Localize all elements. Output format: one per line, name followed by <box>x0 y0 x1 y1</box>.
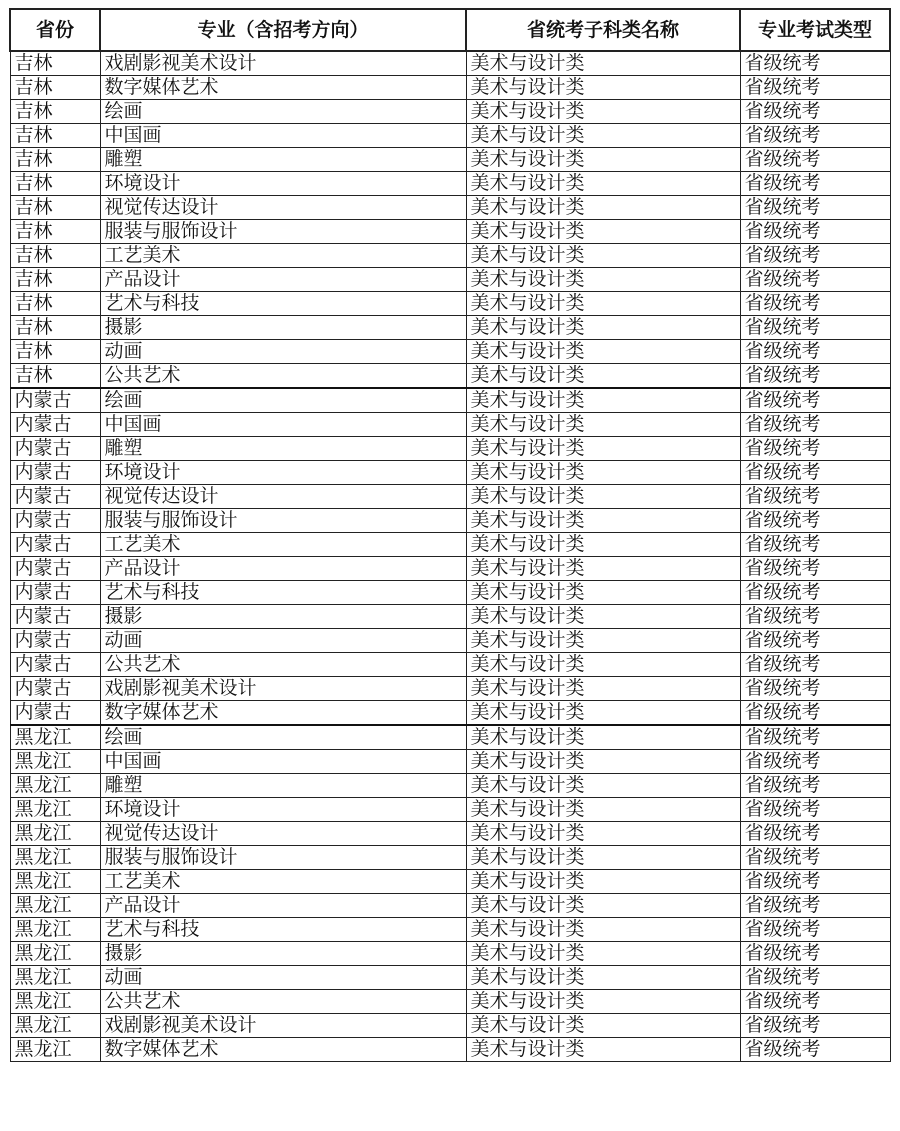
major-cell: 视觉传达设计 <box>100 485 466 509</box>
category-cell: 美术与设计类 <box>466 437 740 461</box>
table-row <box>10 1014 890 1038</box>
exam-type-cell: 省级统考 <box>740 388 890 413</box>
province-cell: 吉林 <box>10 364 100 389</box>
province-cell: 黑龙江 <box>10 725 100 750</box>
category-cell: 美术与设计类 <box>466 774 740 798</box>
exam-type-cell: 省级统考 <box>740 870 890 894</box>
province-cell: 内蒙古 <box>10 677 100 701</box>
major-cell: 公共艺术 <box>100 990 466 1014</box>
table-row <box>10 485 890 509</box>
exam-type-cell: 省级统考 <box>740 846 890 870</box>
major-cell: 服装与服饰设计 <box>100 220 466 244</box>
category-cell: 美术与设计类 <box>466 533 740 557</box>
province-cell: 吉林 <box>10 244 100 268</box>
major-cell: 动画 <box>100 340 466 364</box>
category-cell: 美术与设计类 <box>466 461 740 485</box>
category-cell: 美术与设计类 <box>466 629 740 653</box>
category-cell: 美术与设计类 <box>466 750 740 774</box>
province-cell: 内蒙古 <box>10 509 100 533</box>
province-cell: 黑龙江 <box>10 918 100 942</box>
province-cell: 内蒙古 <box>10 629 100 653</box>
major-cell: 数字媒体艺术 <box>100 76 466 100</box>
category-cell: 美术与设计类 <box>466 292 740 316</box>
table-row <box>10 509 890 533</box>
major-cell: 艺术与科技 <box>100 581 466 605</box>
category-cell: 美术与设计类 <box>466 918 740 942</box>
major-cell: 绘画 <box>100 388 466 413</box>
category-cell: 美术与设计类 <box>466 990 740 1014</box>
major-cell: 摄影 <box>100 605 466 629</box>
exam-type-cell: 省级统考 <box>740 701 890 726</box>
category-cell: 美术与设计类 <box>466 220 740 244</box>
table-row <box>10 653 890 677</box>
exam-type-cell: 省级统考 <box>740 196 890 220</box>
table-row <box>10 244 890 268</box>
major-cell: 摄影 <box>100 316 466 340</box>
table-row <box>10 51 890 76</box>
province-cell: 内蒙古 <box>10 437 100 461</box>
category-cell: 美术与设计类 <box>466 846 740 870</box>
category-cell: 美术与设计类 <box>466 148 740 172</box>
province-cell: 黑龙江 <box>10 1014 100 1038</box>
major-cell: 雕塑 <box>100 437 466 461</box>
header-major: 专业（含招考方向） <box>100 9 466 51</box>
major-cell: 中国画 <box>100 750 466 774</box>
major-cell: 动画 <box>100 629 466 653</box>
province-cell: 黑龙江 <box>10 894 100 918</box>
category-cell: 美术与设计类 <box>466 653 740 677</box>
category-cell: 美术与设计类 <box>466 894 740 918</box>
major-cell: 动画 <box>100 966 466 990</box>
exam-type-cell: 省级统考 <box>740 653 890 677</box>
category-cell: 美术与设计类 <box>466 1038 740 1062</box>
category-cell: 美术与设计类 <box>466 364 740 389</box>
table-row <box>10 846 890 870</box>
province-cell: 内蒙古 <box>10 413 100 437</box>
province-cell: 吉林 <box>10 316 100 340</box>
exam-type-cell: 省级统考 <box>740 1014 890 1038</box>
table-row <box>10 533 890 557</box>
table-row <box>10 894 890 918</box>
major-cell: 戏剧影视美术设计 <box>100 677 466 701</box>
table-row <box>10 220 890 244</box>
exam-type-cell: 省级统考 <box>740 750 890 774</box>
category-cell: 美术与设计类 <box>466 268 740 292</box>
exam-type-cell: 省级统考 <box>740 605 890 629</box>
category-cell: 美术与设计类 <box>466 701 740 726</box>
major-cell: 环境设计 <box>100 798 466 822</box>
table-row <box>10 605 890 629</box>
exam-type-cell: 省级统考 <box>740 461 890 485</box>
table-row <box>10 316 890 340</box>
table-row <box>10 268 890 292</box>
exam-type-cell: 省级统考 <box>740 581 890 605</box>
table-row <box>10 629 890 653</box>
exam-type-cell: 省级统考 <box>740 509 890 533</box>
major-cell: 绘画 <box>100 725 466 750</box>
province-cell: 黑龙江 <box>10 870 100 894</box>
exam-type-cell: 省级统考 <box>740 100 890 124</box>
category-cell: 美术与设计类 <box>466 316 740 340</box>
province-cell: 内蒙古 <box>10 605 100 629</box>
table-row <box>10 461 890 485</box>
major-cell: 工艺美术 <box>100 870 466 894</box>
exam-type-cell: 省级统考 <box>740 894 890 918</box>
province-cell: 吉林 <box>10 148 100 172</box>
exam-type-cell: 省级统考 <box>740 316 890 340</box>
major-cell: 数字媒体艺术 <box>100 1038 466 1062</box>
exam-type-cell: 省级统考 <box>740 533 890 557</box>
province-cell: 吉林 <box>10 292 100 316</box>
major-cell: 艺术与科技 <box>100 292 466 316</box>
table-row <box>10 822 890 846</box>
province-cell: 吉林 <box>10 268 100 292</box>
major-cell: 绘画 <box>100 100 466 124</box>
category-cell: 美术与设计类 <box>466 509 740 533</box>
table-row <box>10 774 890 798</box>
province-cell: 吉林 <box>10 220 100 244</box>
major-cell: 戏剧影视美术设计 <box>100 1014 466 1038</box>
major-cell: 视觉传达设计 <box>100 822 466 846</box>
province-cell: 吉林 <box>10 76 100 100</box>
province-cell: 吉林 <box>10 51 100 76</box>
province-cell: 吉林 <box>10 100 100 124</box>
header-province: 省份 <box>10 9 100 51</box>
exam-type-cell: 省级统考 <box>740 485 890 509</box>
table-row <box>10 942 890 966</box>
exam-type-cell: 省级统考 <box>740 1038 890 1062</box>
table-row <box>10 196 890 220</box>
category-cell: 美术与设计类 <box>466 340 740 364</box>
exam-type-cell: 省级统考 <box>740 629 890 653</box>
exam-type-cell: 省级统考 <box>740 51 890 76</box>
category-cell: 美术与设计类 <box>466 942 740 966</box>
major-cell: 中国画 <box>100 124 466 148</box>
exam-type-cell: 省级统考 <box>740 990 890 1014</box>
major-cell: 雕塑 <box>100 774 466 798</box>
table-row <box>10 557 890 581</box>
category-cell: 美术与设计类 <box>466 966 740 990</box>
major-cell: 艺术与科技 <box>100 918 466 942</box>
exam-type-cell: 省级统考 <box>740 822 890 846</box>
province-cell: 吉林 <box>10 196 100 220</box>
category-cell: 美术与设计类 <box>466 581 740 605</box>
province-cell: 黑龙江 <box>10 966 100 990</box>
exam-type-cell: 省级统考 <box>740 557 890 581</box>
category-cell: 美术与设计类 <box>466 76 740 100</box>
category-cell: 美术与设计类 <box>466 798 740 822</box>
major-cell: 数字媒体艺术 <box>100 701 466 726</box>
exam-type-cell: 省级统考 <box>740 124 890 148</box>
major-cell: 环境设计 <box>100 172 466 196</box>
exam-type-cell: 省级统考 <box>740 918 890 942</box>
province-cell: 黑龙江 <box>10 942 100 966</box>
province-cell: 内蒙古 <box>10 581 100 605</box>
province-cell: 内蒙古 <box>10 557 100 581</box>
table-row <box>10 124 890 148</box>
table-row <box>10 364 890 389</box>
table-row <box>10 966 890 990</box>
province-cell: 吉林 <box>10 124 100 148</box>
major-cell: 公共艺术 <box>100 364 466 389</box>
table-row <box>10 100 890 124</box>
table-body <box>10 51 890 1062</box>
exam-type-cell: 省级统考 <box>740 942 890 966</box>
major-cell: 视觉传达设计 <box>100 196 466 220</box>
major-cell: 工艺美术 <box>100 533 466 557</box>
province-cell: 黑龙江 <box>10 774 100 798</box>
exam-type-cell: 省级统考 <box>740 340 890 364</box>
table-row <box>10 990 890 1014</box>
major-cell: 产品设计 <box>100 894 466 918</box>
category-cell: 美术与设计类 <box>466 870 740 894</box>
major-cell: 服装与服饰设计 <box>100 509 466 533</box>
exam-type-cell: 省级统考 <box>740 677 890 701</box>
major-cell: 中国画 <box>100 413 466 437</box>
category-cell: 美术与设计类 <box>466 1014 740 1038</box>
major-cell: 工艺美术 <box>100 244 466 268</box>
table-header-row <box>10 9 890 51</box>
exam-type-cell: 省级统考 <box>740 172 890 196</box>
category-cell: 美术与设计类 <box>466 51 740 76</box>
province-cell: 黑龙江 <box>10 798 100 822</box>
category-cell: 美术与设计类 <box>466 413 740 437</box>
category-cell: 美术与设计类 <box>466 172 740 196</box>
province-cell: 吉林 <box>10 172 100 196</box>
major-cell: 摄影 <box>100 942 466 966</box>
table-row <box>10 1038 890 1062</box>
table-row <box>10 172 890 196</box>
exam-type-cell: 省级统考 <box>740 148 890 172</box>
table-row <box>10 701 890 726</box>
exam-type-cell: 省级统考 <box>740 268 890 292</box>
table-row <box>10 388 890 413</box>
exam-type-cell: 省级统考 <box>740 437 890 461</box>
exam-type-cell: 省级统考 <box>740 220 890 244</box>
table-row <box>10 725 890 750</box>
table-row <box>10 677 890 701</box>
category-cell: 美术与设计类 <box>466 388 740 413</box>
province-cell: 内蒙古 <box>10 388 100 413</box>
category-cell: 美术与设计类 <box>466 196 740 220</box>
header-exam-type: 专业考试类型 <box>740 9 890 51</box>
table-row <box>10 918 890 942</box>
province-cell: 内蒙古 <box>10 533 100 557</box>
exam-type-cell: 省级统考 <box>740 292 890 316</box>
province-cell: 黑龙江 <box>10 1038 100 1062</box>
table-row <box>10 413 890 437</box>
exam-type-cell: 省级统考 <box>740 76 890 100</box>
table-row <box>10 76 890 100</box>
major-cell: 产品设计 <box>100 557 466 581</box>
category-cell: 美术与设计类 <box>466 605 740 629</box>
category-cell: 美术与设计类 <box>466 677 740 701</box>
exam-type-cell: 省级统考 <box>740 364 890 389</box>
province-cell: 内蒙古 <box>10 485 100 509</box>
table-row <box>10 798 890 822</box>
exam-type-cell: 省级统考 <box>740 244 890 268</box>
major-cell: 环境设计 <box>100 461 466 485</box>
major-cell: 雕塑 <box>100 148 466 172</box>
province-cell: 内蒙古 <box>10 701 100 726</box>
exam-type-cell: 省级统考 <box>740 413 890 437</box>
exam-type-cell: 省级统考 <box>740 725 890 750</box>
category-cell: 美术与设计类 <box>466 557 740 581</box>
exam-type-cell: 省级统考 <box>740 966 890 990</box>
province-cell: 内蒙古 <box>10 653 100 677</box>
province-cell: 吉林 <box>10 340 100 364</box>
major-cell: 产品设计 <box>100 268 466 292</box>
category-cell: 美术与设计类 <box>466 485 740 509</box>
admissions-table <box>9 8 891 1062</box>
category-cell: 美术与设计类 <box>466 822 740 846</box>
province-cell: 黑龙江 <box>10 822 100 846</box>
major-cell: 服装与服饰设计 <box>100 846 466 870</box>
table-row <box>10 437 890 461</box>
exam-type-cell: 省级统考 <box>740 774 890 798</box>
exam-type-cell: 省级统考 <box>740 798 890 822</box>
category-cell: 美术与设计类 <box>466 124 740 148</box>
major-cell: 公共艺术 <box>100 653 466 677</box>
header-category: 省统考子科类名称 <box>466 9 740 51</box>
province-cell: 黑龙江 <box>10 846 100 870</box>
table-row <box>10 581 890 605</box>
category-cell: 美术与设计类 <box>466 725 740 750</box>
table-row <box>10 340 890 364</box>
major-cell: 戏剧影视美术设计 <box>100 51 466 76</box>
table-row <box>10 750 890 774</box>
category-cell: 美术与设计类 <box>466 244 740 268</box>
table-row <box>10 148 890 172</box>
table-row <box>10 292 890 316</box>
province-cell: 黑龙江 <box>10 750 100 774</box>
province-cell: 黑龙江 <box>10 990 100 1014</box>
province-cell: 内蒙古 <box>10 461 100 485</box>
category-cell: 美术与设计类 <box>466 100 740 124</box>
table-row <box>10 870 890 894</box>
